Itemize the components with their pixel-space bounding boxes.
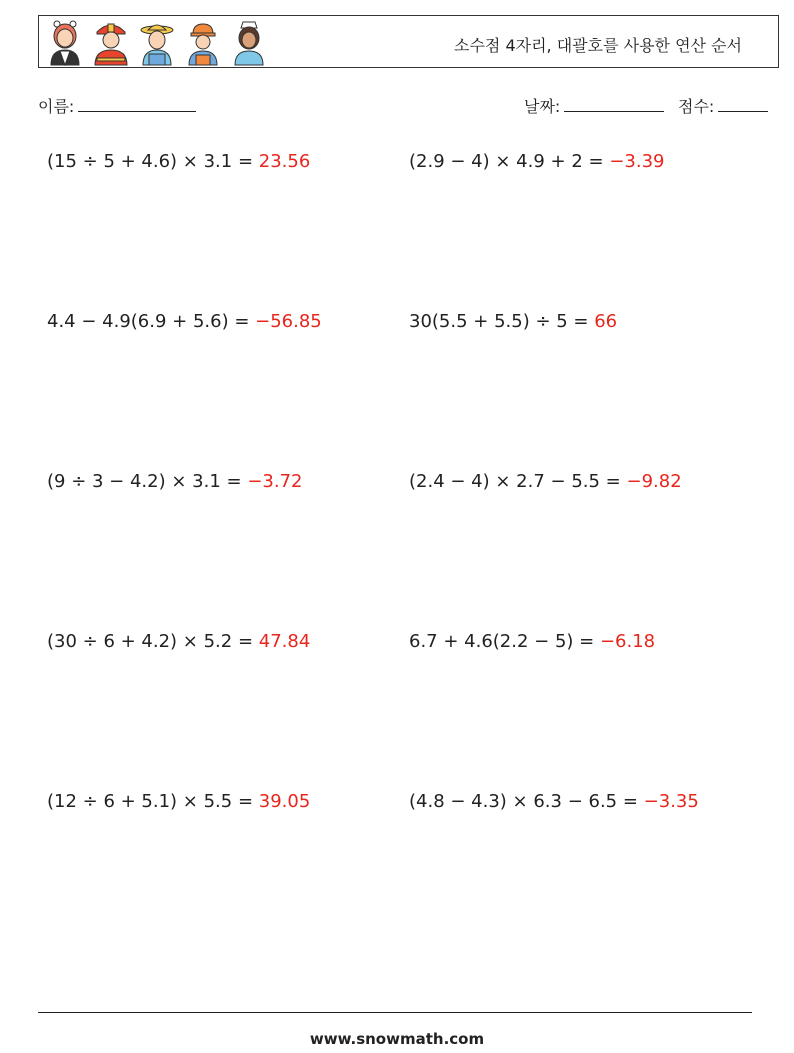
problem-4 <box>409 311 617 332</box>
problem-expression: 4.4 − 4.9(6.9 + 5.6) = <box>47 311 256 332</box>
name-label: 이름: <box>38 97 75 116</box>
problem-7 <box>47 631 310 652</box>
problem-expression: (2.4 − 4) × 2.7 − 5.5 = <box>409 471 627 492</box>
problem-answer: −56.85 <box>255 311 322 332</box>
name-blank[interactable] <box>78 98 196 112</box>
problem-5 <box>47 471 302 492</box>
problem-answer: −9.82 <box>626 471 682 492</box>
problem-expression: (12 ÷ 6 + 5.1) × 5.5 = <box>47 791 259 812</box>
problem-1 <box>47 151 310 172</box>
score-blank[interactable] <box>718 98 768 112</box>
score-label: 점수: <box>678 97 715 116</box>
farmer-avatar-icon <box>137 18 177 66</box>
problem-3 <box>47 311 322 332</box>
construction-worker-avatar-icon <box>183 18 223 66</box>
problem-answer: 47.84 <box>258 631 311 652</box>
problem-answer: −3.39 <box>609 151 665 172</box>
nurse-avatar-icon <box>229 18 269 66</box>
problem-10 <box>409 791 699 812</box>
worksheet-title: 소수점 4자리, 대괄호를 사용한 연산 순서 <box>454 36 742 55</box>
problem-9 <box>47 791 310 812</box>
problem-expression: (4.8 − 4.3) × 6.3 − 6.5 = <box>409 791 644 812</box>
maid-avatar-icon <box>45 18 85 66</box>
problem-expression: (15 ÷ 5 + 4.6) × 3.1 = <box>47 151 259 172</box>
problem-answer: −6.18 <box>599 631 656 652</box>
problem-2 <box>409 151 664 172</box>
date-field[interactable] <box>524 94 664 117</box>
footer-divider <box>38 1012 752 1013</box>
name-field[interactable] <box>38 94 196 117</box>
problem-expression: (2.9 − 4) × 4.9 + 2 = <box>409 151 610 172</box>
problem-8 <box>409 631 655 652</box>
problem-expression: (30 ÷ 6 + 4.2) × 5.2 = <box>47 631 259 652</box>
problem-answer: 39.05 <box>258 791 311 812</box>
problem-answer: −3.72 <box>247 471 303 492</box>
problem-answer: 23.56 <box>258 151 311 172</box>
footer-url[interactable]: www.snowmath.com <box>309 1030 485 1048</box>
problem-expression: 6.7 + 4.6(2.2 − 5) = <box>409 631 600 652</box>
date-blank[interactable] <box>564 98 664 112</box>
date-label: 날짜: <box>524 97 561 116</box>
score-field[interactable] <box>678 94 768 117</box>
problem-6 <box>409 471 682 492</box>
problem-expression: (9 ÷ 3 − 4.2) × 3.1 = <box>47 471 248 492</box>
firefighter-avatar-icon <box>91 18 131 66</box>
header-box <box>38 15 779 68</box>
avatar-strip <box>45 18 269 66</box>
problem-answer: 66 <box>594 311 618 332</box>
problem-expression: 30(5.5 + 5.5) ÷ 5 = <box>409 311 595 332</box>
problem-answer: −3.35 <box>643 791 699 812</box>
